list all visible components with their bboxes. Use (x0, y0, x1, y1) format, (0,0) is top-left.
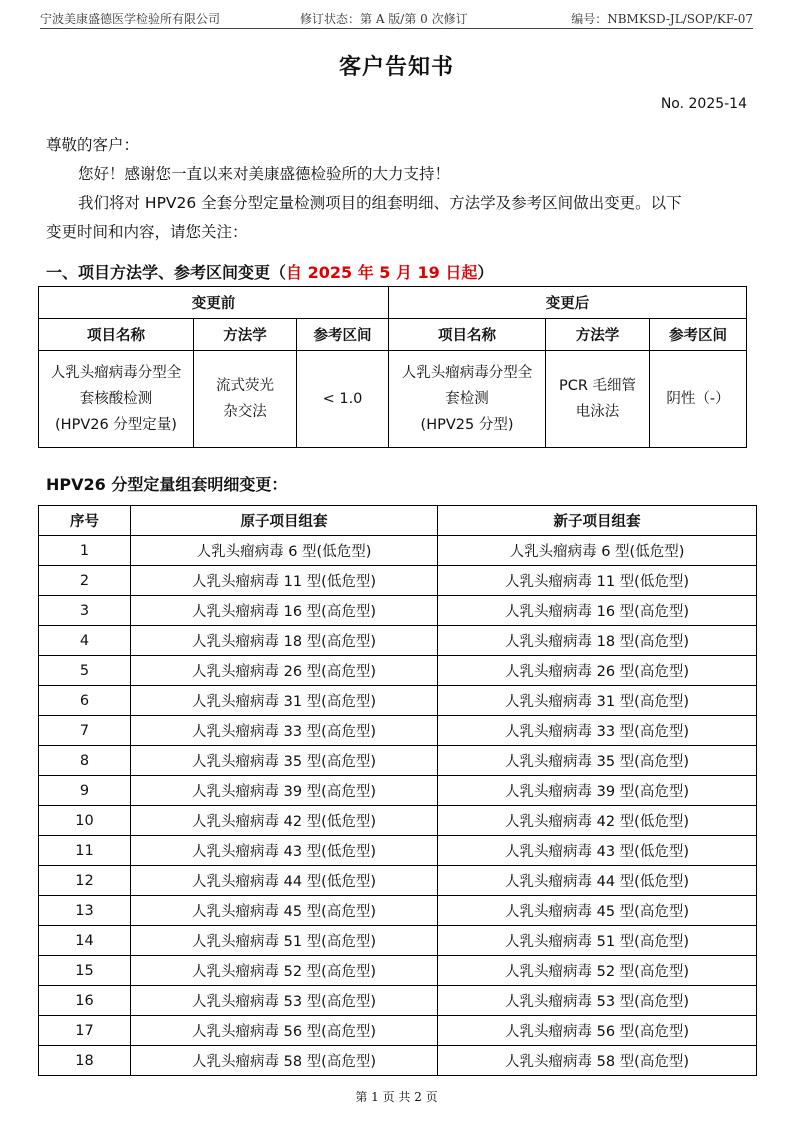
row-seq: 3 (39, 596, 131, 626)
row-seq: 16 (39, 986, 131, 1016)
table-row (39, 956, 757, 986)
row-seq: 18 (39, 1046, 131, 1076)
row-seq: 4 (39, 626, 131, 656)
row-seq: 10 (39, 806, 131, 836)
document-code: 编号：NBMKSD-JL/SOP/KF-07 (571, 12, 753, 26)
change-table (38, 286, 747, 448)
after-method: PCR 毛细管 电泳法 (546, 351, 650, 448)
row-original-item: 人乳头瘤病毒 26 型(高危型) (131, 656, 438, 686)
row-new-item: 人乳头瘤病毒 52 型(高危型) (438, 956, 757, 986)
row-new-item: 人乳头瘤病毒 53 型(高危型) (438, 986, 757, 1016)
revision-status: 修订状态：第 A 版/第 0 次修订 (300, 12, 468, 26)
table-row (39, 926, 757, 956)
row-seq: 9 (39, 776, 131, 806)
row-seq: 14 (39, 926, 131, 956)
page-title: 客户告知书 (338, 55, 454, 80)
row-original-item: 人乳头瘤病毒 31 型(高危型) (131, 686, 438, 716)
row-original-item: 人乳头瘤病毒 52 型(高危型) (131, 956, 438, 986)
row-original-item: 人乳头瘤病毒 51 型(高危型) (131, 926, 438, 956)
section-2-title: HPV26 分型定量组套明细变更： (46, 475, 288, 494)
row-new-item: 人乳头瘤病毒 42 型(低危型) (438, 806, 757, 836)
effective-date: 自 2025 年 5 月 19 日起 (286, 263, 478, 282)
table-row (39, 596, 757, 626)
row-new-item: 人乳头瘤病毒 11 型(低危型) (438, 566, 757, 596)
row-seq: 13 (39, 896, 131, 926)
table-row (39, 746, 757, 776)
col-original: 原子项目组套 (131, 506, 438, 536)
row-seq: 11 (39, 836, 131, 866)
row-new-item: 人乳头瘤病毒 6 型(低危型) (438, 536, 757, 566)
page-footer: 第 1 页 共 2 页 (355, 1090, 438, 1104)
row-new-item: 人乳头瘤病毒 18 型(高危型) (438, 626, 757, 656)
row-original-item: 人乳头瘤病毒 43 型(低危型) (131, 836, 438, 866)
row-original-item: 人乳头瘤病毒 18 型(高危型) (131, 626, 438, 656)
row-seq: 12 (39, 866, 131, 896)
row-new-item: 人乳头瘤病毒 58 型(高危型) (438, 1046, 757, 1076)
row-original-item: 人乳头瘤病毒 45 型(高危型) (131, 896, 438, 926)
table-row (39, 776, 757, 806)
row-original-item: 人乳头瘤病毒 33 型(高危型) (131, 716, 438, 746)
col-name-before: 项目名称 (39, 319, 194, 351)
row-new-item: 人乳头瘤病毒 45 型(高危型) (438, 896, 757, 926)
detail-table (38, 505, 757, 1076)
row-original-item: 人乳头瘤病毒 58 型(高危型) (131, 1046, 438, 1076)
col-range-before: 参考区间 (297, 319, 389, 351)
table-row (39, 656, 757, 686)
row-seq: 7 (39, 716, 131, 746)
col-seq: 序号 (39, 506, 131, 536)
table-row (39, 536, 757, 566)
after-range: 阴性（-） (650, 351, 747, 448)
thanks-text: 您好！感谢您一直以来对美康盛德检验所的大力支持！ (78, 165, 451, 183)
before-method: 流式荧光 杂交法 (194, 351, 297, 448)
document-number: No. 2025-14 (660, 96, 747, 112)
row-seq: 17 (39, 1016, 131, 1046)
row-new-item: 人乳头瘤病毒 35 型(高危型) (438, 746, 757, 776)
section-1-title: 一、项目方法学、参考区间变更（自 2025 年 5 月 19 日起） (46, 263, 494, 282)
page-header (40, 8, 753, 28)
row-new-item: 人乳头瘤病毒 51 型(高危型) (438, 926, 757, 956)
col-range-after: 参考区间 (650, 319, 747, 351)
after-header: 变更后 (389, 287, 747, 319)
table-row (39, 626, 757, 656)
row-original-item: 人乳头瘤病毒 53 型(高危型) (131, 986, 438, 1016)
before-header: 变更前 (39, 287, 389, 319)
before-item-name: 人乳头瘤病毒分型全 套核酸检测 (HPV26 分型定量) (39, 351, 194, 448)
row-seq: 8 (39, 746, 131, 776)
row-new-item: 人乳头瘤病毒 16 型(高危型) (438, 596, 757, 626)
table-row (39, 566, 757, 596)
row-original-item: 人乳头瘤病毒 6 型(低危型) (131, 536, 438, 566)
row-original-item: 人乳头瘤病毒 16 型(高危型) (131, 596, 438, 626)
row-seq: 2 (39, 566, 131, 596)
table-row (39, 806, 757, 836)
row-seq: 6 (39, 686, 131, 716)
greeting: 尊敬的客户： (46, 136, 140, 154)
col-method-before: 方法学 (194, 319, 297, 351)
row-seq: 15 (39, 956, 131, 986)
row-new-item: 人乳头瘤病毒 31 型(高危型) (438, 686, 757, 716)
row-original-item: 人乳头瘤病毒 56 型(高危型) (131, 1016, 438, 1046)
after-item-name: 人乳头瘤病毒分型全 套检测 (HPV25 分型) (389, 351, 546, 448)
header-divider (40, 28, 753, 29)
row-new-item: 人乳头瘤病毒 43 型(低危型) (438, 836, 757, 866)
row-new-item: 人乳头瘤病毒 44 型(低危型) (438, 866, 757, 896)
row-new-item: 人乳头瘤病毒 26 型(高危型) (438, 656, 757, 686)
table-row (39, 836, 757, 866)
row-original-item: 人乳头瘤病毒 35 型(高危型) (131, 746, 438, 776)
col-name-after: 项目名称 (389, 319, 546, 351)
row-new-item: 人乳头瘤病毒 39 型(高危型) (438, 776, 757, 806)
notice-line-2: 变更时间和内容，请您关注： (46, 223, 248, 241)
row-new-item: 人乳头瘤病毒 56 型(高危型) (438, 1016, 757, 1046)
row-original-item: 人乳头瘤病毒 11 型(低危型) (131, 566, 438, 596)
table-row (39, 986, 757, 1016)
before-range: < 1.0 (297, 351, 389, 448)
table-row (39, 686, 757, 716)
company-name: 宁波美康盛德医学检验所有限公司 (40, 12, 221, 26)
table-row (39, 866, 757, 896)
notice-line-1: 我们将对 HPV26 全套分型定量检测项目的组套明细、方法学及参考区间做出变更。以下 (78, 194, 682, 212)
row-original-item: 人乳头瘤病毒 39 型(高危型) (131, 776, 438, 806)
table-row (39, 1046, 757, 1076)
row-seq: 5 (39, 656, 131, 686)
row-original-item: 人乳头瘤病毒 44 型(低危型) (131, 866, 438, 896)
table-row (39, 1016, 757, 1046)
row-new-item: 人乳头瘤病毒 33 型(高危型) (438, 716, 757, 746)
col-new: 新子项目组套 (438, 506, 757, 536)
row-seq: 1 (39, 536, 131, 566)
col-method-after: 方法学 (546, 319, 650, 351)
row-original-item: 人乳头瘤病毒 42 型(低危型) (131, 806, 438, 836)
table-row (39, 716, 757, 746)
table-row (39, 896, 757, 926)
